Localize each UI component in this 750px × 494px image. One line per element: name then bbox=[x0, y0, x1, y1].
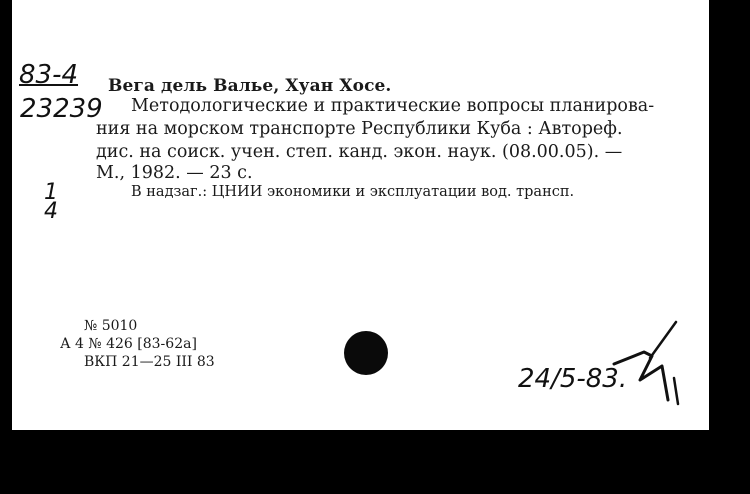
title-line-1: Методологические и практические вопросы планирова- bbox=[131, 96, 655, 116]
catalog-card bbox=[12, 0, 709, 430]
punch-hole bbox=[344, 331, 388, 375]
title-line-2: ния на морском транспорте Республики Куба : Автореф. bbox=[96, 119, 623, 139]
code-line: А 4 № 426 [83-62а] bbox=[60, 336, 197, 352]
shelf-mark: 83-4 bbox=[19, 60, 79, 90]
margin-mark: 1 4 bbox=[44, 180, 58, 224]
title-line-3: дис. на соиск. учен. степ. канд. экон. наук. (08.00.05). — bbox=[96, 142, 623, 162]
inventory-number: 23239 bbox=[20, 94, 103, 124]
handwritten-date: 24/5-83. bbox=[518, 364, 628, 394]
title-line-4: М., 1982. — 23 с. bbox=[96, 163, 253, 183]
record-number: № 5010 bbox=[84, 318, 138, 334]
signature-mark bbox=[612, 318, 692, 408]
publisher-note: В надзаг.: ЦНИИ экономики и эксплуатации вод. трансп. bbox=[131, 184, 575, 200]
bkp-line: ВКП 21—25 III 83 bbox=[84, 354, 215, 370]
author-heading: Вега дель Валье, Хуан Хосе. bbox=[108, 76, 392, 96]
